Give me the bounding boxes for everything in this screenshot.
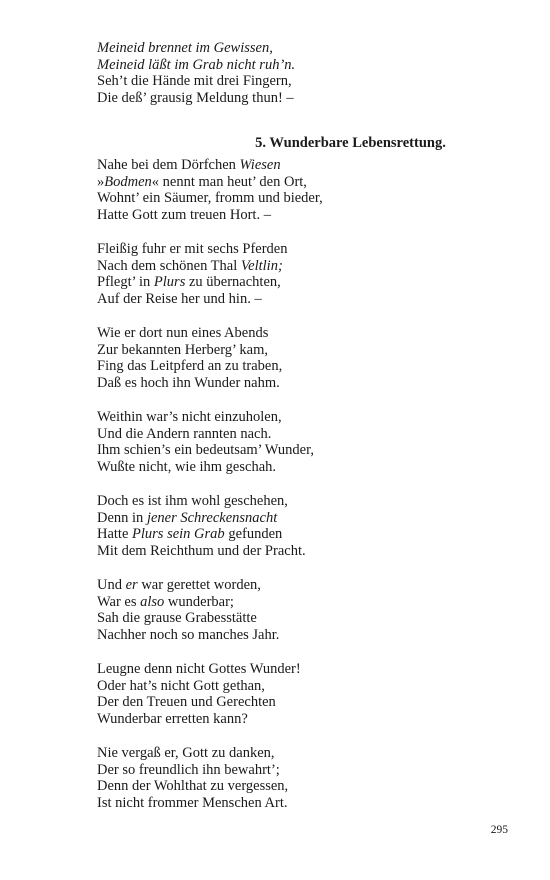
verse-line bbox=[97, 291, 497, 308]
verse-line bbox=[97, 459, 497, 476]
verse-text: Und bbox=[97, 577, 126, 593]
stanza bbox=[97, 661, 497, 727]
verse-text: Ihm schien’s ein bedeutsam’ Wunder, bbox=[97, 442, 314, 459]
verse-line bbox=[97, 661, 497, 678]
verse-text: Die deß’ grausig Meldung thun! – bbox=[97, 89, 294, 106]
verse-line bbox=[97, 325, 497, 342]
verse-line bbox=[97, 157, 497, 174]
verse-text: Wie er dort nun eines Abends bbox=[97, 325, 269, 341]
verse-text: Wußte nicht, wie ihm geschah. bbox=[97, 458, 277, 475]
verse-text: Und die Andern rannten nach. bbox=[97, 425, 272, 442]
verse-line bbox=[97, 190, 497, 207]
stanza bbox=[97, 40, 497, 106]
verse-text: Nahe bei dem Dörfchen bbox=[97, 157, 240, 173]
verse-line bbox=[97, 90, 497, 107]
verse-line bbox=[97, 258, 497, 275]
stanza bbox=[97, 241, 497, 307]
stanza bbox=[97, 325, 497, 391]
verse-text: Nachher noch so manches Jahr. bbox=[97, 626, 280, 643]
stanza bbox=[97, 745, 497, 811]
verse-text: Wunderbar erretten kann? bbox=[97, 710, 248, 727]
stanza bbox=[97, 409, 497, 475]
verse-line bbox=[97, 694, 497, 711]
verse-text: Sah die grause Grabesstätte bbox=[97, 610, 257, 627]
verse-text: War es bbox=[97, 593, 141, 610]
verse-line bbox=[97, 241, 497, 258]
verse-line bbox=[97, 409, 497, 426]
verse-line bbox=[97, 342, 497, 359]
verse-text: Nach dem schönen Thal bbox=[97, 257, 241, 274]
verse-text: Wohnt’ ein Säumer, fromm und bieder, bbox=[97, 190, 323, 207]
verse-text: gefunden bbox=[224, 526, 283, 543]
verse-line bbox=[97, 627, 497, 644]
italic-text: Meineid läßt im Grab nicht ruh’n. bbox=[97, 56, 296, 73]
verse-text: Weithin war’s nicht einzuholen, bbox=[97, 409, 282, 425]
page-number: 295 bbox=[490, 824, 508, 836]
italic-text: Plurs sein Grab bbox=[132, 526, 225, 543]
verse-line bbox=[97, 526, 497, 543]
verse-text: Hatte Gott zum treuen Hort. – bbox=[97, 206, 271, 223]
verse-line bbox=[97, 594, 497, 611]
italic-text: Bodmen bbox=[104, 173, 152, 190]
verse-line bbox=[97, 577, 497, 594]
verse-text: » bbox=[97, 173, 105, 190]
verse-line bbox=[97, 57, 497, 74]
verse-text: Der so freundlich ihn bewahrt’; bbox=[97, 761, 280, 778]
verse-text: Der den Treuen und Gerechten bbox=[97, 694, 276, 711]
verse-text: Nie vergaß er, Gott zu danken, bbox=[97, 745, 275, 761]
stanza bbox=[97, 577, 497, 643]
verse-line bbox=[97, 510, 497, 527]
verse-line bbox=[97, 745, 497, 762]
verse-text: Ist nicht frommer Menschen Art. bbox=[97, 794, 288, 811]
verse-text: Doch es ist ihm wohl geschehen, bbox=[97, 493, 288, 509]
italic-text: Meineid brennet im Gewissen, bbox=[97, 40, 273, 56]
verse-text: Oder hat’s nicht Gott gethan, bbox=[97, 677, 265, 694]
verse-line bbox=[97, 442, 497, 459]
poem-heading: 5. Wunderbare Lebensrettung. bbox=[255, 135, 446, 151]
verse-line bbox=[97, 678, 497, 695]
verse-line bbox=[97, 375, 497, 392]
italic-text: Plurs bbox=[153, 274, 186, 291]
verse-line bbox=[97, 711, 497, 728]
verse-text: Hatte bbox=[97, 526, 133, 543]
italic-text: Veltlin; bbox=[240, 257, 283, 274]
verse-text: war gerettet worden, bbox=[137, 577, 261, 593]
verse-line bbox=[97, 358, 497, 375]
verse-line bbox=[97, 274, 497, 291]
verse-text: Fing das Leitpferd an zu traben, bbox=[97, 358, 283, 375]
verse-text: Daß es hoch ihn Wunder nahm. bbox=[97, 374, 280, 391]
verse-line bbox=[97, 493, 497, 510]
verse-text: « nennt man heut’ den Ort, bbox=[151, 173, 307, 190]
verse-line bbox=[97, 795, 497, 812]
verse-text: wunderbar; bbox=[164, 593, 234, 610]
verse-line bbox=[97, 610, 497, 627]
italic-text: Wiesen bbox=[239, 157, 281, 173]
verse-text: Leugne denn nicht Gottes Wunder! bbox=[97, 661, 301, 677]
verse-text: Denn der Wohlthat zu vergessen, bbox=[97, 778, 289, 795]
italic-text: jener Schreckensnacht bbox=[146, 509, 278, 526]
verse-text: Auf der Reise her und hin. – bbox=[97, 290, 262, 307]
verse-line bbox=[97, 762, 497, 779]
verse-line bbox=[97, 426, 497, 443]
italic-text: also bbox=[140, 593, 165, 610]
verse-line bbox=[97, 40, 497, 57]
italic-text: er bbox=[125, 577, 138, 593]
verse-text: Seh’t die Hände mit drei Fingern, bbox=[97, 73, 292, 90]
verse-line bbox=[97, 174, 497, 191]
verse-text: zu übernachten, bbox=[185, 274, 281, 291]
verse-line bbox=[97, 778, 497, 795]
verse-text: Mit dem Reichthum und der Pracht. bbox=[97, 542, 306, 559]
verse-line bbox=[97, 73, 497, 90]
verse-line bbox=[97, 207, 497, 224]
verse-text: Fleißig fuhr er mit sechs Pferden bbox=[97, 241, 288, 257]
stanza bbox=[97, 157, 497, 223]
verse-line bbox=[97, 543, 497, 560]
verse-text: Zur bekannten Herberg’ kam, bbox=[97, 341, 268, 358]
verse-text: Pflegt’ in bbox=[97, 274, 154, 291]
verse-text: Denn in bbox=[97, 509, 147, 526]
stanza bbox=[97, 493, 497, 559]
